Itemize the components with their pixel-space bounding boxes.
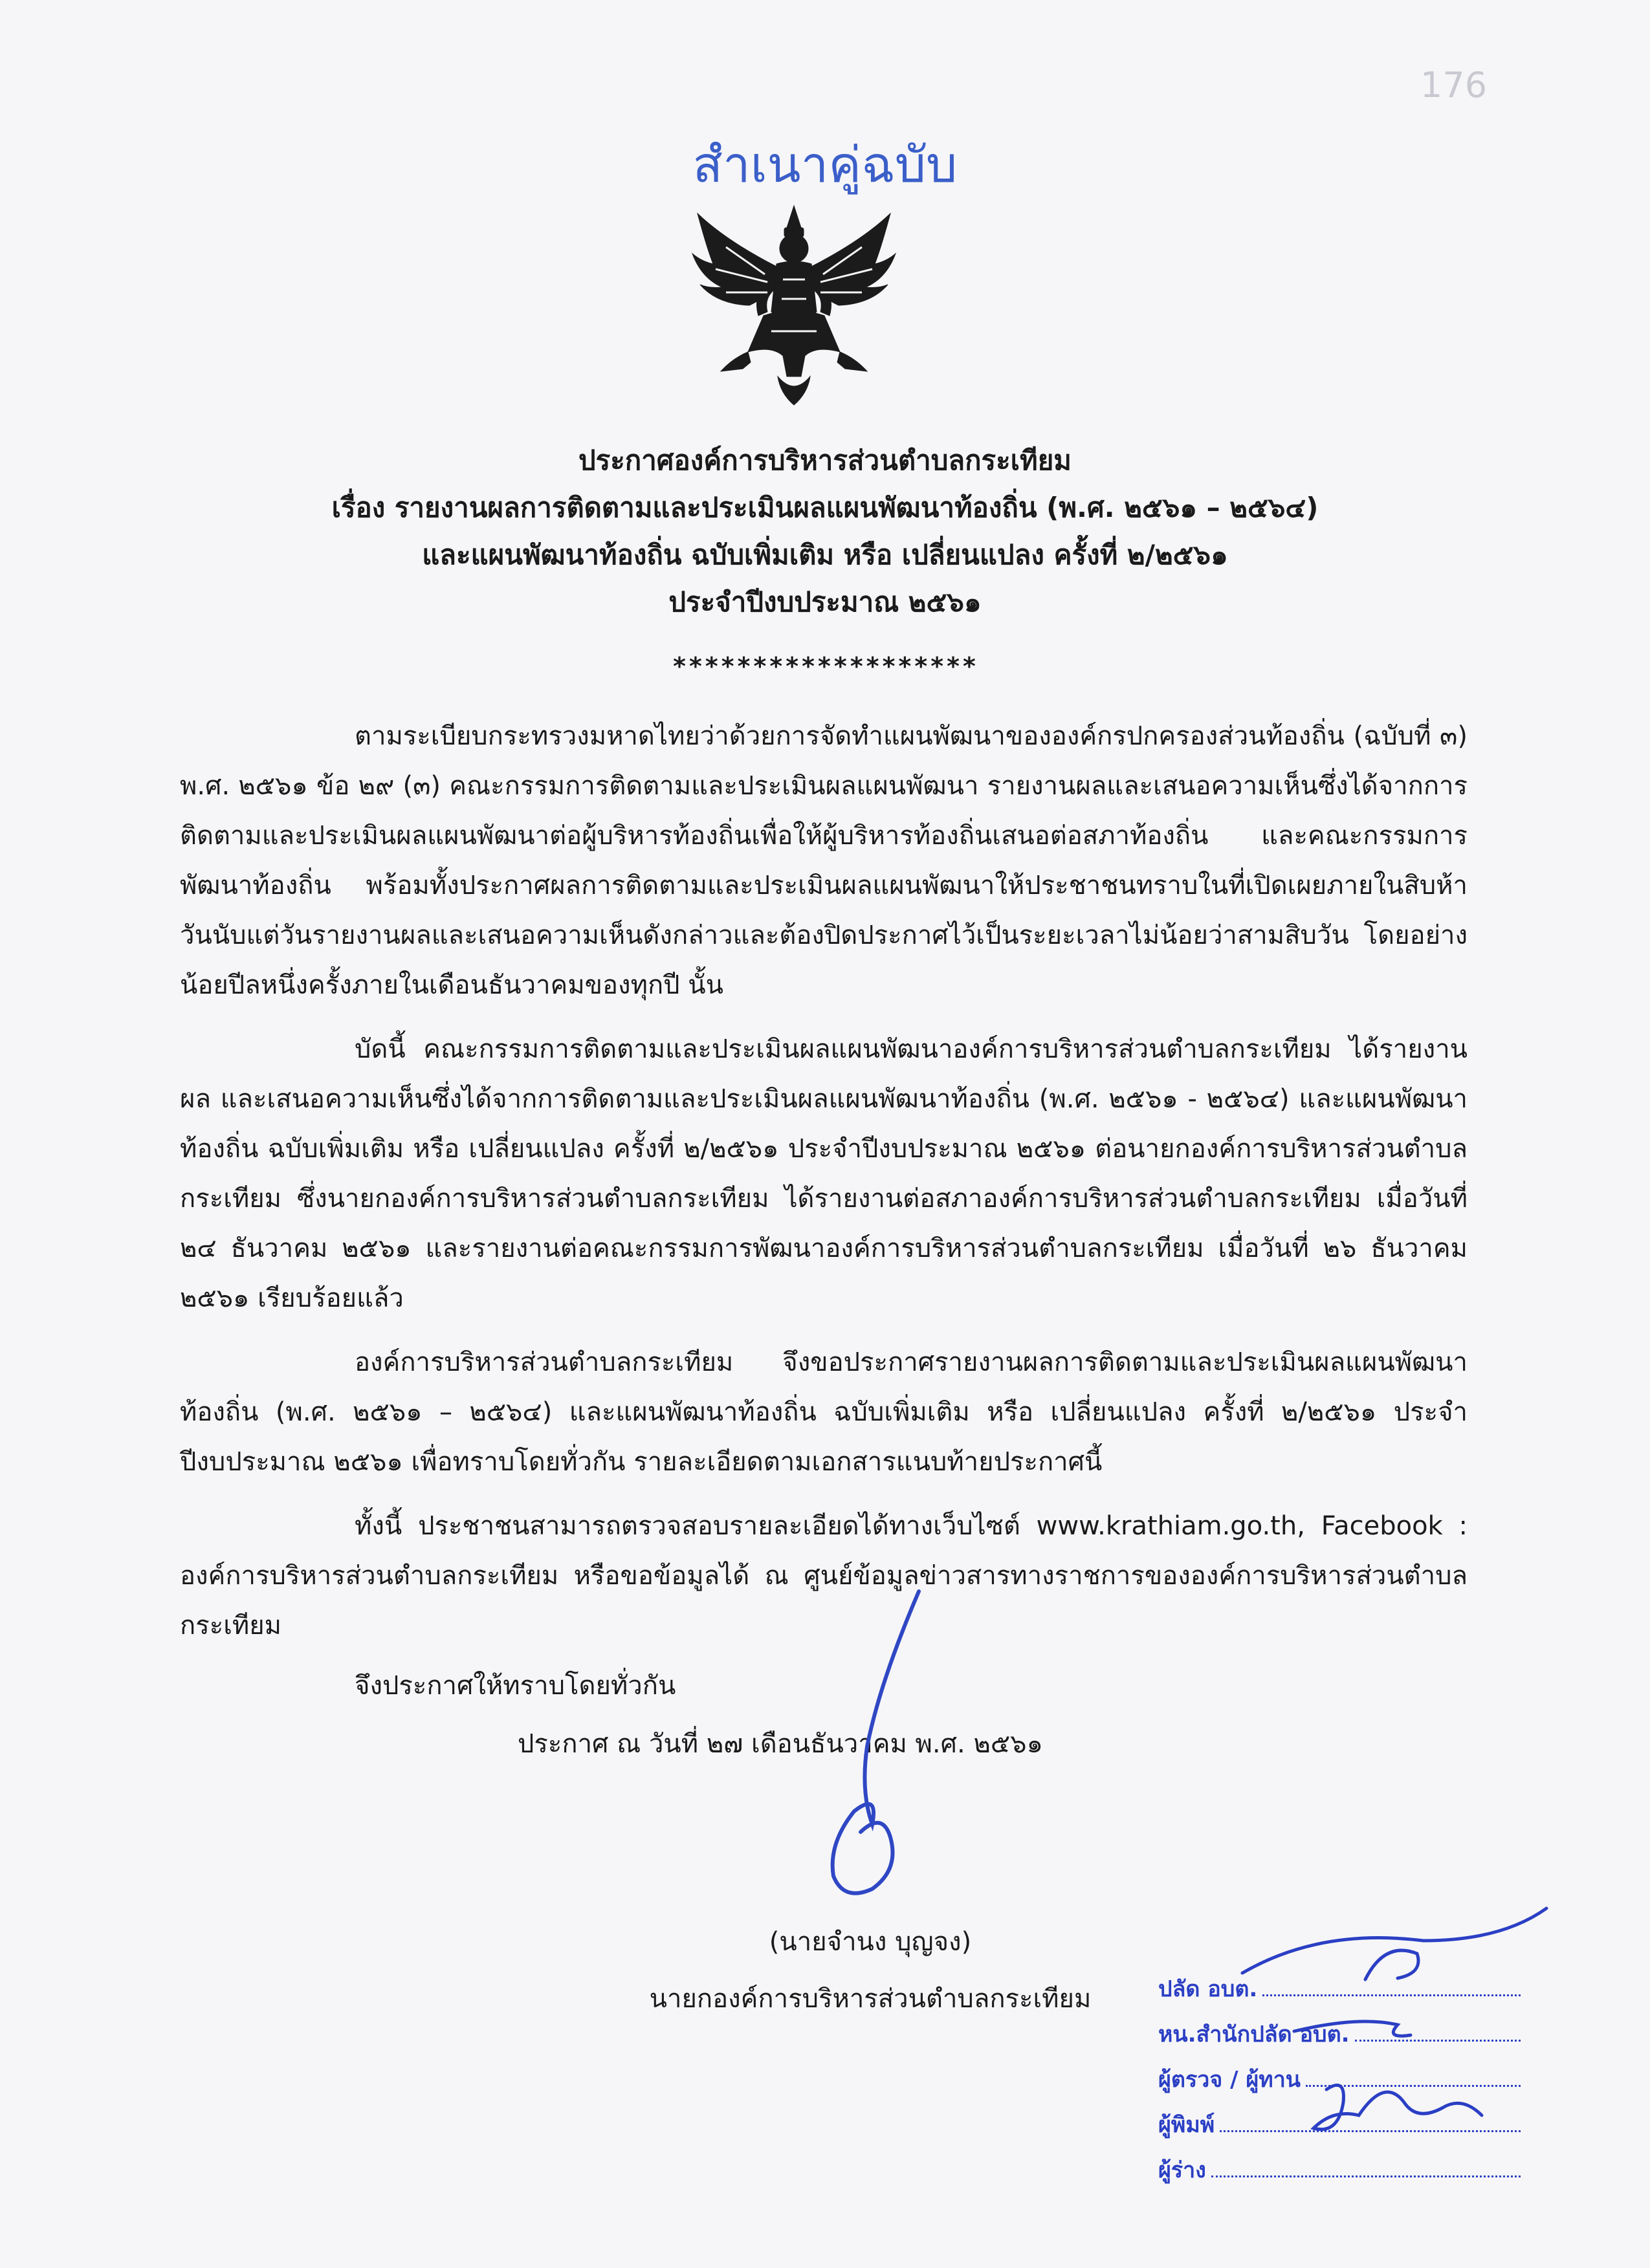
paragraph: องค์การบริหารส่วนตำบลกระเทียม จึงขอประกาศรายงานผลการติดตามและประเมินผลแผนพัฒนาท้องถิ่น (พ.ศ. ๒๕๖๑ – ๒๕๖๔) และแผนพัฒนาท้องถิ่น ฉบับเพิ่มเติม หรือ เปลี่ยนแปลง ครั้งที่ ๒/๒๕๖๑ ประจำปีงบประมาณ ๒๕๖๑ เพื่อทราบโดยทั่วกัน รายละเอียดตามเอกสารแนบท้ายประกาศนี้ [180, 1347, 1468, 1477]
signature-icon [764, 1578, 958, 1941]
page-number: 176 [1420, 65, 1488, 105]
routing-label: ผู้พิมพ์ [1158, 2112, 1215, 2138]
header-line-2: เรื่อง รายงานผลการติดตามและประเมินผลแผนพัฒนาท้องถิ่น (พ.ศ. ๒๕๖๑ – ๒๕๖๔) [331, 492, 1319, 523]
header-line-3: และแผนพัฒนาท้องถิ่น ฉบับเพิ่มเติม หรือ เปลี่ยนแปลง ครั้งที่ ๒/๒๕๖๑ [422, 539, 1228, 571]
initials-icon [1229, 1902, 1566, 2174]
copy-stamp: สำเนาคู่ฉบับ [692, 136, 958, 193]
routing-label: ผู้ร่าง [1158, 2157, 1206, 2183]
header-line-1: ประกาศองค์การบริหารส่วนตำบลกระเทียม [578, 444, 1072, 476]
routing-label: หน.สำนักปลัด อบต. [1158, 2022, 1350, 2047]
separator: ******************* [672, 652, 978, 681]
paragraph: ตามระเบียบกระทรวงมหาดไทยว่าด้วยการจัดทำแผนพัฒนาขององค์กรปกครองส่วนท้องถิ่น (ฉบับที่ ๓) พ.ศ. ๒๕๖๑ ข้อ ๒๙ (๓) คณะกรรมการติดตามและประเมินผลแผนพัฒนา รายงานผลและเสนอความเห็นซึ่งได้จากการติดตามและประเมินผลแผนพัฒนาต่อผู้บริหารท้องถิ่นเพื่อให้ผู้บริหารท้องถิ่นเสนอต่อสภาท้องถิ่น และคณะกรรมการพัฒนาท้องถิ่น พร้อมทั้งประกาศผลการติดตามและประเมินผลแผนพัฒนาให้ประชาชนทราบในที่เปิดเผยภายในสิบห้าวันนับแต่วันรายงานผลและเสนอความเห็นดังกล่าวและต้องปิดประกาศไว้เป็นระยะเวลาไม่น้อยว่าสามสิบวัน โดยอย่างน้อยปีลหนึ่งครั้งภายในเดือนธันวาคมของทุกปี นั้น [180, 721, 1468, 1000]
paragraph: ทั้งนี้ ประชาชนสามารถตรวจสอบรายละเอียดได้ทางเว็บไซต์ www.krathiam.go.th, Facebook : องค์การบริหารส่วนตำบลกระเทียม หรือขอข้อมูลได้ ณ ศูนย์ข้อมูลข่าวสารทางราชการขององค์การบริหารส่วนตำบลกระเทียม [180, 1511, 1468, 1641]
announcement-body [180, 712, 1468, 1665]
routing-label: ผู้ตรวจ / ผู้ทาน [1158, 2067, 1301, 2093]
announcement-header [0, 437, 1650, 626]
closing-announce: จึงประกาศให้ทราบโดยทั่วกัน [355, 1671, 676, 1701]
announcement-date: ประกาศ ณ วันที่ ๒๗ เดือนธันวาคม พ.ศ. ๒๕๖๑ [518, 1729, 1043, 1759]
signer-name: (นายจำนง บุญจง) [769, 1927, 972, 1957]
signer-position: นายกองค์การบริหารส่วนตำบลกระเทียม [649, 1984, 1092, 2014]
routing-label: ปลัด อบต. [1158, 1976, 1258, 2002]
garuda-emblem-icon [687, 202, 901, 408]
paragraph: บัดนี้ คณะกรรมการติดตามและประเมินผลแผนพัฒนาองค์การบริหารส่วนตำบลกระเทียม ได้รายงานผล และเสนอความเห็นซึ่งได้จากการติดตามและประเมินผลแผนพัฒนาท้องถิ่น (พ.ศ. ๒๕๖๑ - ๒๕๖๔) และแผนพัฒนาท้องถิ่น ฉบับเพิ่มเติม หรือ เปลี่ยนแปลง ครั้งที่ ๒/๒๕๖๑ ประจำปีงบประมาณ ๒๕๖๑ ต่อนายกองค์การบริหารส่วนตำบลกระเทียม ซึ่งนายกองค์การบริหารส่วนตำบลกระเทียม ได้รายงานต่อสภาองค์การบริหารส่วนตำบลกระเทียม เมื่อวันที่ ๒๔ ธันวาคม ๒๕๖๑ และรายงานต่อคณะกรรมการพัฒนาองค์การบริหารส่วนตำบลกระเทียม เมื่อวันที่ ๒๖ ธันวาคม ๒๕๖๑ เรียบร้อยแล้ว [180, 1034, 1468, 1313]
header-line-4: ประจำปีงบประมาณ ๒๕๖๑ [668, 586, 982, 618]
